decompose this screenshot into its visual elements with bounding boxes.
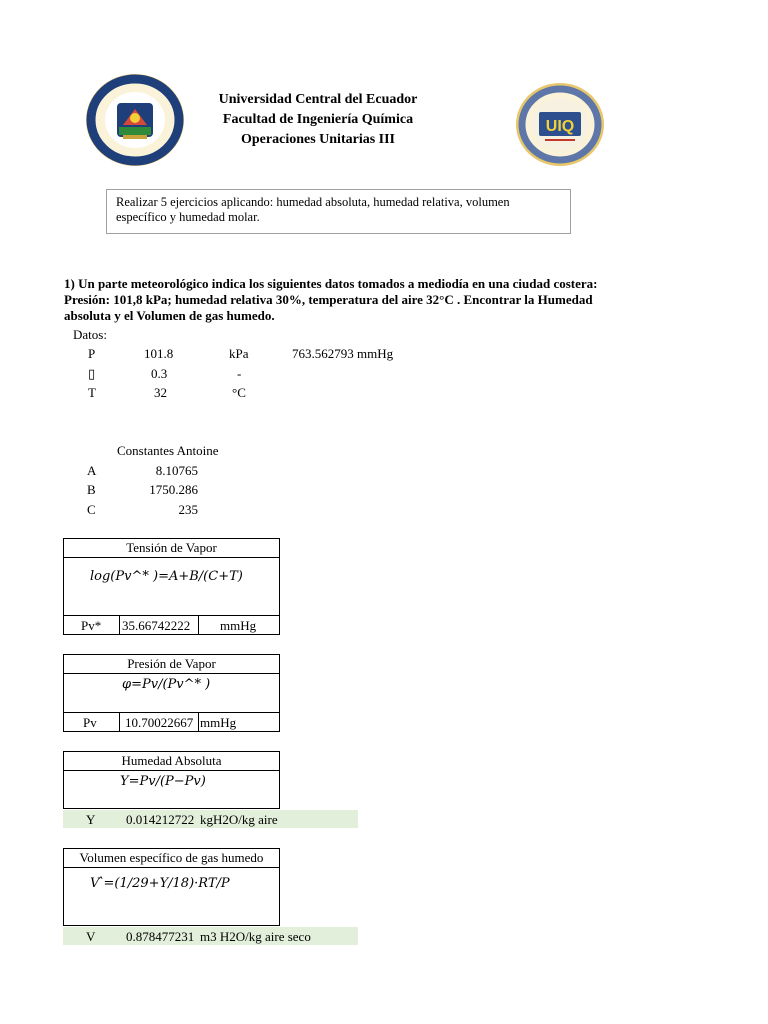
tension-value: 35.66742222 [122, 618, 191, 633]
datos-label: Datos: [73, 327, 107, 342]
datos-value: 0.3 [151, 366, 168, 381]
header-university: Universidad Central del Ecuador [218, 92, 418, 107]
faculty-seal-initials: UIQ [545, 118, 575, 135]
volumen-formula: V ̂=(1/29+Y/18)·RT/P [90, 876, 230, 891]
tension-title: Tensión de Vapor [126, 540, 217, 555]
antoine-symbol: B [87, 482, 96, 497]
antoine-symbol: A [87, 463, 97, 478]
faculty-seal [515, 82, 605, 167]
antoine-value: 1750.286 [149, 482, 198, 497]
humedad-title: Humedad Absoluta [121, 753, 222, 768]
datos-symbol: ▯ [88, 366, 96, 381]
tension-unit: mmHg [220, 618, 257, 633]
volumen-unit: m3 H2O/kg aire seco [200, 929, 311, 944]
header-faculty: Facultad de Ingeniería Química [222, 112, 414, 127]
humedad-formula: Y=Pv/(P−Pv) [120, 774, 206, 789]
datos-unit: °C [232, 385, 246, 400]
task-box: Realizar 5 ejercicios aplicando: humedad absoluta, humedad relativa, volumen específico y humedad molar. [106, 189, 571, 234]
presion-unit: mmHg [200, 715, 237, 730]
presion-formula: φ=Pv/(Pv^* ) [122, 677, 211, 692]
datos-conversion: 763.562793 mmHg [292, 346, 394, 361]
datos-symbol: T [88, 385, 96, 400]
problem-statement: 1) Un parte meteorológico indica los siguientes datos tomados a mediodía en una ciudad costera: Presión: 101,8 kPa; humedad relativa 30%, temperatura del aire 32°C . Encontrar la Humedad absoluta y el Volumen de gas humedo. [64, 276, 598, 323]
humedad-symbol: Y [86, 812, 96, 827]
tension-formula: log(Pv^* )=A+B/(C+T) [90, 569, 243, 584]
presion-title: Presión de Vapor [127, 656, 216, 671]
volumen-title: Volumen específico de gas humedo [79, 850, 264, 865]
humedad-value: 0.014212722 [126, 812, 195, 827]
volumen-value: 0.878477231 [126, 929, 195, 944]
datos-unit: - [237, 366, 242, 381]
presion-symbol: Pv [83, 715, 97, 730]
datos-unit: kPa [229, 346, 249, 361]
tension-symbol: Pv* [81, 618, 102, 633]
datos-symbol: P [88, 346, 96, 361]
datos-value: 101.8 [144, 346, 174, 361]
header-course: Operaciones Unitarias III [241, 132, 395, 147]
antoine-symbol: C [87, 502, 96, 517]
humedad-unit: kgH2O/kg aire [200, 812, 278, 827]
antoine-value: 8.10765 [155, 463, 198, 478]
presion-value: 10.70022667 [125, 715, 194, 730]
antoine-value: 235 [178, 502, 198, 517]
antoine-title: Constantes Antoine [117, 443, 219, 458]
volumen-symbol: V [86, 929, 96, 944]
datos-value: 32 [154, 385, 167, 400]
